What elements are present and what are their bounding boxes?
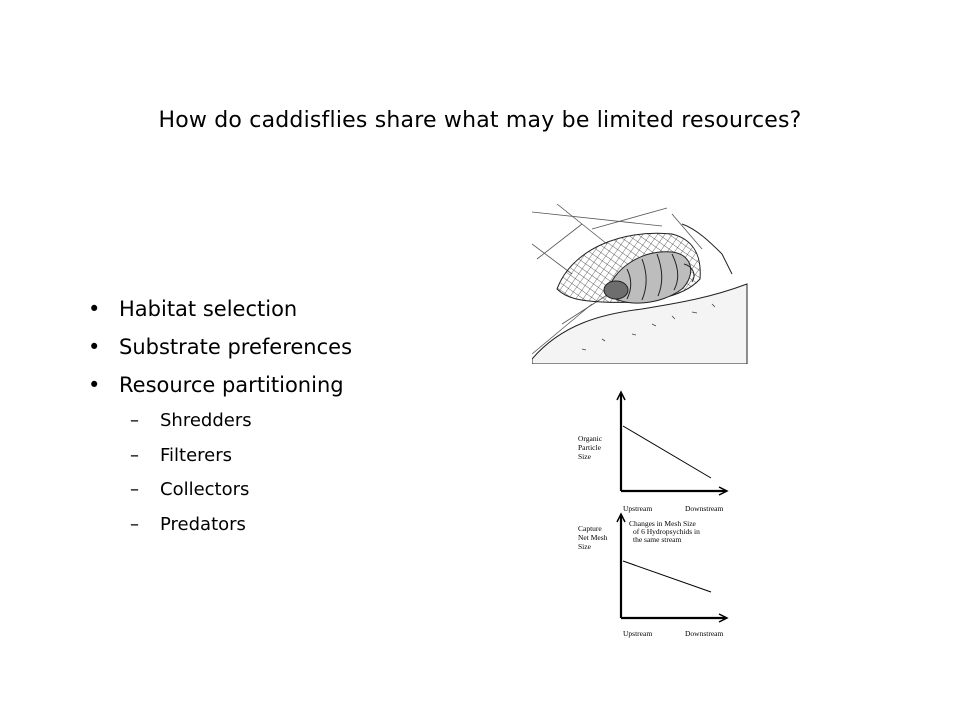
bullet-marker: • [88, 335, 101, 359]
bullet-text: Substrate preferences [119, 335, 353, 359]
sub-bullet-text: Filterers [160, 444, 233, 466]
bullet-item [88, 328, 352, 366]
bullet-marker: • [88, 373, 101, 397]
dash-marker: – [130, 479, 139, 500]
y-axis-label: Capture Net Mesh Size [578, 524, 608, 551]
dash-marker: – [130, 513, 139, 535]
sub-bullet-text: Collectors [160, 479, 250, 500]
sub-bullet-list [130, 404, 252, 542]
sub-bullet-item [130, 508, 252, 543]
x-tick-label: Upstream [623, 504, 653, 513]
bullet-item [88, 290, 352, 328]
y-axis-label: Organic Particle Size [578, 434, 603, 461]
dash-marker: – [130, 410, 139, 431]
bullet-item [88, 366, 352, 404]
bullet-list [88, 290, 352, 404]
trend-line [623, 561, 711, 592]
sub-bullet-item [130, 404, 252, 439]
sub-bullet-item [130, 439, 252, 474]
bullet-marker: • [88, 297, 101, 321]
slide-title: How do caddisflies share what may be limited resources? [158, 108, 802, 133]
bullet-text: Habitat selection [119, 297, 298, 321]
trend-charts [556, 386, 756, 648]
sub-bullet-text: Shredders [160, 410, 252, 431]
caddisfly-net-illustration [532, 204, 752, 364]
sub-bullet-item [130, 473, 252, 508]
x-tick-label: Downstream [685, 504, 724, 513]
trend-line [623, 426, 711, 478]
sub-bullet-text: Predators [160, 513, 246, 535]
x-tick-label: Downstream [685, 629, 724, 638]
dash-marker: – [130, 444, 139, 466]
x-tick-label: Upstream [623, 629, 653, 638]
chart-annotation: Changes in Mesh Size of 6 Hydropsychids in the same stream [629, 519, 700, 544]
bullet-text: Resource partitioning [119, 373, 344, 397]
